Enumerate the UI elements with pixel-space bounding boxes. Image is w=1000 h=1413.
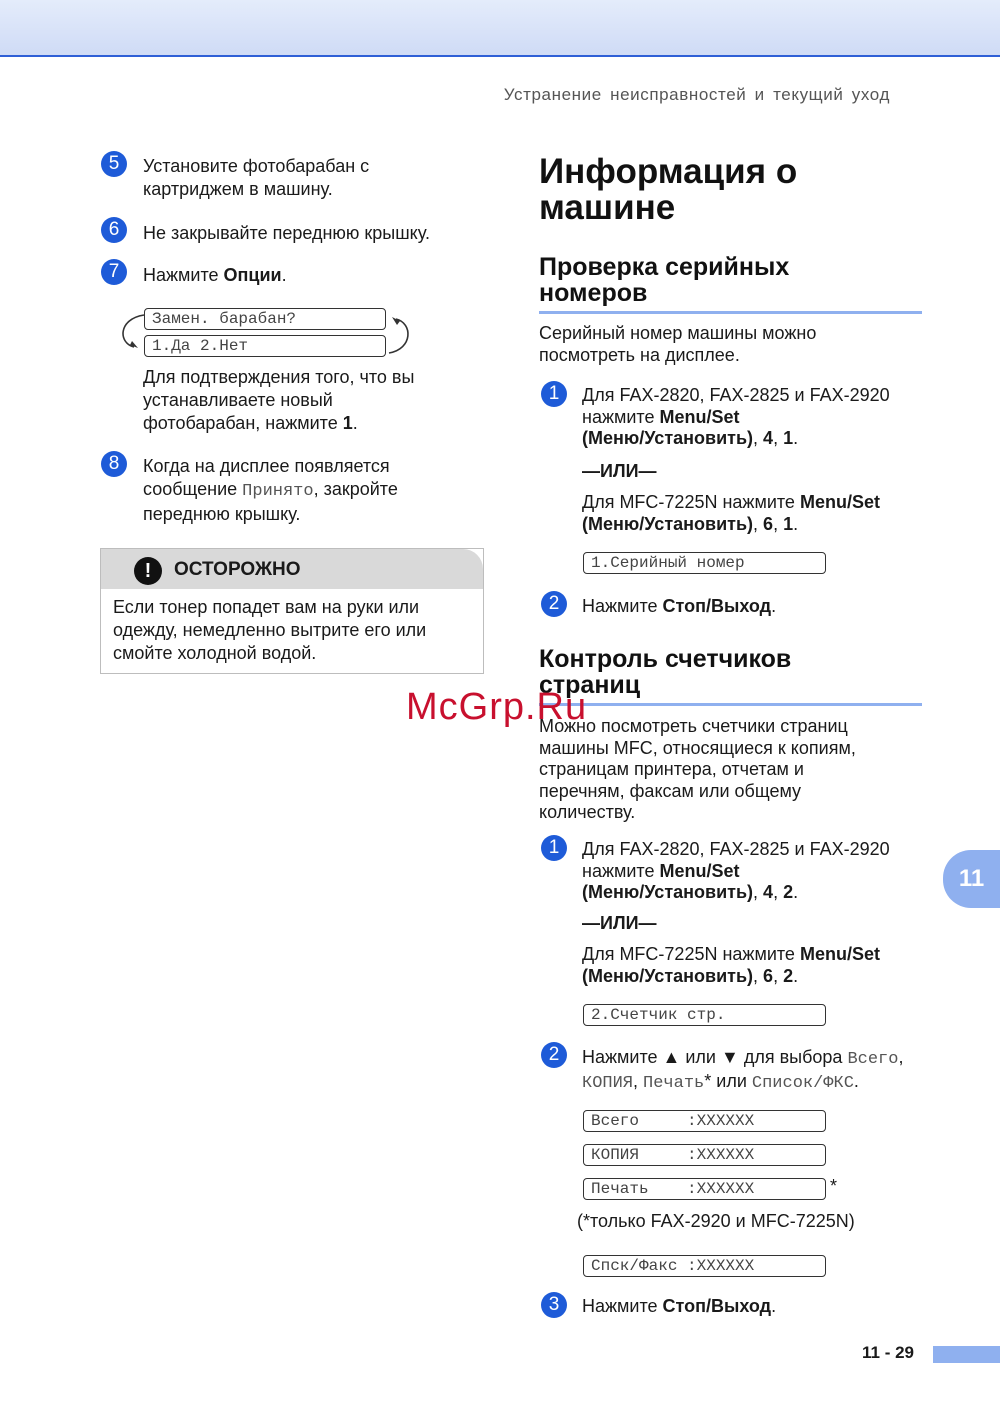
step-number-8: 8	[101, 451, 127, 477]
counters-intro: Можно посмотреть счетчики страниц машины MFC, относящиеся к копиям, страницам принтера, отчетам и перечням, факсам или общему количеству.	[539, 716, 856, 822]
counter-step-2-text: Нажмите ▲ или ▼ для выбора Всего, КОПИЯ, Печать* или Список/ФКС.	[582, 1047, 904, 1093]
footnote-marker: *	[830, 1176, 838, 1196]
counter-step-number-2: 2	[541, 1042, 567, 1068]
lcd-counter-print: Печать :XXXXXX	[583, 1178, 826, 1200]
header-title: Устранение неисправностей и текущий уход	[503, 85, 890, 104]
or-separator: —ИЛИ—	[582, 913, 657, 933]
counter-step-1-mfc-text: Для MFC-7225N нажмите Menu/Set (Меню/Установить), 6, 2.	[582, 944, 880, 986]
serial-step-number-2: 2	[541, 591, 567, 617]
page-number-bar	[933, 1346, 1000, 1363]
page-title: Информация о машине	[539, 152, 798, 227]
lcd-counter-total: Всего :XXXXXX	[583, 1110, 826, 1132]
step-8-text: Когда на дисплее появляется сообщение Принято, закройте переднюю крышку.	[143, 456, 398, 524]
lcd-counter-copy: КОПИЯ :XXXXXX	[583, 1144, 826, 1166]
caution-box	[100, 548, 484, 674]
counter-step-number-3: 3	[541, 1292, 567, 1318]
page-number: 11 - 29	[862, 1343, 914, 1362]
section-title-counters: Контроль счетчиков страниц	[539, 645, 792, 699]
step-number-5: 5	[101, 151, 127, 177]
serial-step-1-mfc-text: Для MFC-7225N нажмите Menu/Set (Меню/Установить), 6, 1.	[582, 492, 880, 534]
lcd-page-counter: 2.Счетчик стр.	[583, 1004, 826, 1026]
serial-step-1-text: Для FAX-2820, FAX-2825 и FAX-2920 нажмите Menu/Set (Меню/Установить), 4, 1.	[582, 385, 890, 448]
warning-icon: !	[134, 557, 162, 585]
section-title-serial: Проверка серийных номеров	[539, 253, 790, 307]
step-7-text: Нажмите Опции.	[143, 265, 287, 285]
counter-step-number-1: 1	[541, 835, 567, 861]
serial-step-2-text: Нажмите Стоп/Выход.	[582, 596, 777, 616]
confirm-text: Для подтверждения того, что вы устанавливаете новый фотобарабан, нажмите 1.	[143, 367, 415, 433]
lcd-line-1: Замен. барабан?	[144, 308, 386, 330]
caution-header	[101, 549, 483, 589]
lcd-line-2: 1.Да 2.Нет	[144, 335, 386, 357]
caution-text: Если тонер попадет вам на руки или одежду, немедленно вытрите его или смойте холодной водой.	[113, 597, 427, 663]
or-separator: —ИЛИ—	[582, 461, 657, 481]
serial-intro: Серийный номер машины можно посмотреть на дисплее.	[539, 323, 817, 365]
step-6-text: Не закрывайте переднюю крышку.	[143, 223, 430, 243]
header-band	[0, 0, 1000, 57]
down-arrow-icon: ▼	[721, 1047, 739, 1067]
watermark: McGrp.Ru	[406, 686, 588, 728]
counter-step-1-text: Для FAX-2820, FAX-2825 и FAX-2920 нажмите Menu/Set (Меню/Установить), 4, 2.	[582, 839, 890, 902]
options-key: Опции	[223, 265, 282, 285]
step-number-6: 6	[101, 217, 127, 243]
section-rule	[539, 311, 922, 314]
lcd-serial-number: 1.Серийный номер	[583, 552, 826, 574]
footnote-text: (*только FAX-2920 и MFC-7225N)	[577, 1211, 855, 1231]
counter-step-3-text: Нажмите Стоп/Выход.	[582, 1296, 777, 1316]
lcd-counter-list-fax: Спск/Факс :XXXXXX	[583, 1255, 826, 1277]
step-number-7: 7	[101, 259, 127, 285]
section-rule	[539, 703, 922, 706]
caution-title: ОСТОРОЖНО	[174, 559, 301, 580]
up-arrow-icon: ▲	[662, 1047, 681, 1067]
serial-step-number-1: 1	[541, 381, 567, 407]
chapter-tab: 11	[943, 850, 1000, 908]
step-5-text: Установите фотобарабан с картриджем в машину.	[143, 156, 370, 199]
